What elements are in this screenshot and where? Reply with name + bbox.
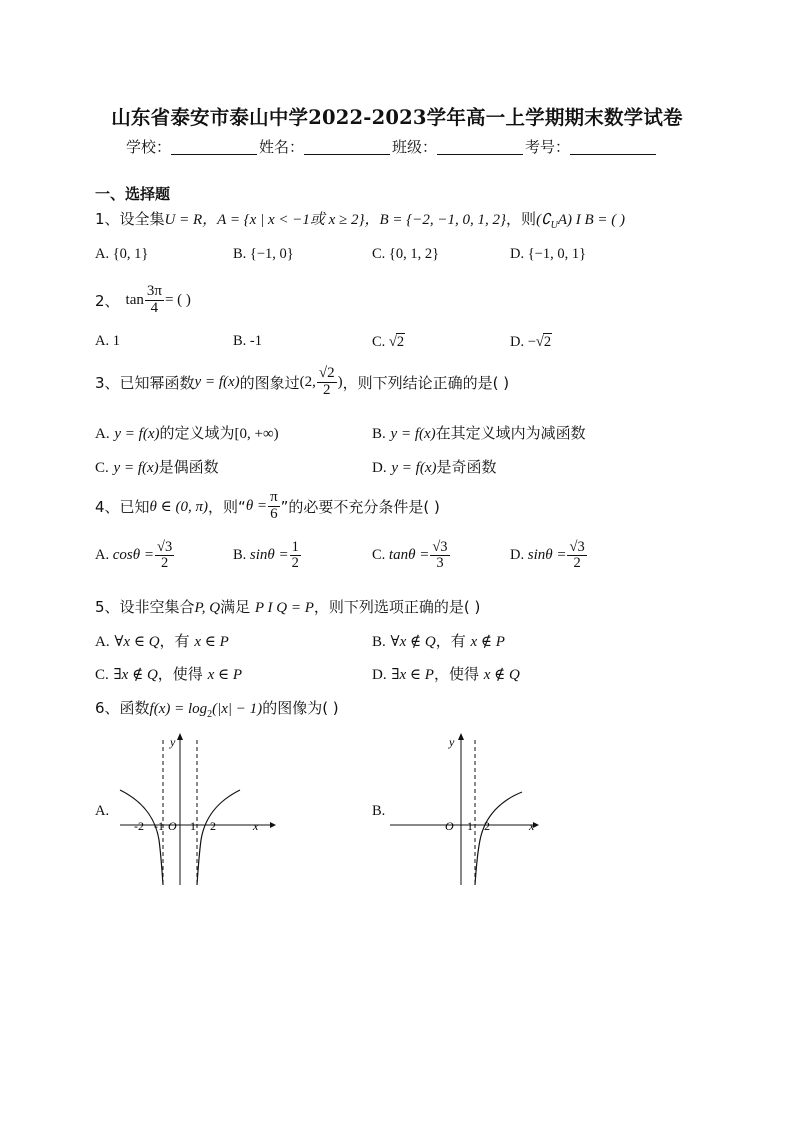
x-axis-arrow bbox=[270, 822, 276, 828]
q4-option-b-num: 1 bbox=[291, 539, 299, 555]
origin-label: O bbox=[445, 819, 454, 833]
q4-mid: ，则“ bbox=[208, 497, 246, 516]
q5-option-c[interactable] bbox=[95, 663, 242, 684]
q4-option-a-fn: cosθ = bbox=[112, 547, 154, 564]
q4-option-c[interactable] bbox=[372, 540, 451, 571]
tick-label: 1 bbox=[190, 819, 196, 833]
school-label: 学校： bbox=[126, 138, 172, 156]
q6-graph-b[interactable] bbox=[385, 730, 555, 890]
q2-tail: = ( ) bbox=[164, 291, 191, 308]
q5-option-c-m1: ∃x ∉ Q bbox=[113, 667, 158, 683]
question-4 bbox=[95, 490, 440, 523]
q5-tail: ，则下列选项正确的是( ) bbox=[313, 598, 481, 616]
q6-fx: f(x) = log bbox=[149, 701, 208, 717]
q3-option-a[interactable] bbox=[95, 422, 279, 443]
q4-option-b-den: 2 bbox=[291, 555, 299, 572]
q4-option-d-fn: sinθ = bbox=[527, 547, 567, 564]
q4-cond: θ ∈ (0, π) bbox=[149, 498, 209, 515]
q3-option-b-text: 在其定义域内为减函数 bbox=[435, 424, 586, 442]
q6-option-a-label[interactable]: A. bbox=[95, 803, 110, 819]
q4-frac-num: π bbox=[270, 489, 278, 505]
q4-fraction bbox=[268, 490, 280, 523]
q3-option-a-math2: [0, +∞) bbox=[234, 426, 279, 442]
q1-option-b[interactable]: B. {−1, 0} bbox=[233, 246, 294, 262]
q5-option-d-text: ，使得 bbox=[433, 665, 479, 683]
x-axis-label: x bbox=[529, 819, 535, 833]
q1-number: 1、设全集 bbox=[95, 210, 165, 228]
q5-pq: P, Q bbox=[194, 600, 221, 616]
q5-pre: 5、设非空集合 bbox=[95, 598, 195, 616]
q1-option-c[interactable]: C. {0, 1, 2} bbox=[372, 246, 440, 262]
q2-option-c-label: C. bbox=[372, 334, 389, 350]
tick-label: 1 bbox=[467, 819, 473, 833]
number-field[interactable] bbox=[570, 140, 656, 155]
q5-option-d[interactable] bbox=[372, 663, 520, 684]
class-field[interactable] bbox=[437, 140, 523, 155]
q4-option-c-den: 3 bbox=[436, 555, 444, 572]
q5-option-d-m2: x ∉ Q bbox=[483, 667, 520, 683]
q3-point-fraction bbox=[317, 366, 337, 399]
origin-label: O bbox=[168, 819, 177, 833]
q1-option-a[interactable]: A. {0, 1} bbox=[95, 246, 149, 262]
q2-number: 2、 bbox=[95, 291, 120, 310]
q3-pre: 3、已知幂函数 bbox=[95, 373, 195, 392]
name-field[interactable] bbox=[304, 140, 390, 155]
q5-option-b-m2: x ∉ P bbox=[470, 634, 505, 650]
q3-option-d-math: y = f(x) bbox=[391, 460, 437, 476]
q3-option-d-label: D. bbox=[372, 460, 387, 476]
q2-frac-num: 3π bbox=[146, 283, 162, 299]
q5-option-a-label: A. bbox=[95, 634, 110, 650]
tick-label: -1 bbox=[154, 819, 164, 833]
q4-option-d-den: 2 bbox=[573, 555, 581, 572]
q5-option-b-text: ，有 bbox=[435, 632, 466, 650]
q4-theta: θ = bbox=[245, 497, 268, 514]
q1-expr: (∁ bbox=[536, 212, 551, 228]
tick-label: 2 bbox=[484, 819, 490, 833]
q2-frac-den: 4 bbox=[150, 299, 159, 316]
name-label: 姓名： bbox=[259, 138, 305, 156]
question-2 bbox=[95, 284, 191, 317]
student-info-line bbox=[126, 136, 658, 157]
y-axis-label: y bbox=[449, 735, 455, 749]
q4-option-b[interactable] bbox=[233, 540, 302, 571]
q2-option-c[interactable]: C. √2 bbox=[372, 334, 405, 350]
q2-option-d-label: D. − bbox=[510, 334, 536, 350]
q4-option-d-num: √3 bbox=[569, 539, 585, 555]
q4-option-c-label: C. bbox=[372, 547, 386, 564]
q4-option-a-frac bbox=[155, 540, 174, 571]
q3-point-post: ) bbox=[337, 373, 343, 390]
q4-option-a-num: √3 bbox=[156, 539, 173, 555]
y-axis-arrow bbox=[177, 733, 183, 740]
q1-sub: U bbox=[550, 220, 558, 231]
school-field[interactable] bbox=[171, 140, 257, 155]
q6-arg: (|x| − 1) bbox=[212, 701, 263, 717]
q5-option-d-label: D. bbox=[372, 667, 387, 683]
q3-option-c-math: y = f(x) bbox=[113, 460, 159, 476]
page-title: 山东省泰安市泰山中学2022-2023学年高一上学期期末数学试卷 bbox=[111, 106, 683, 129]
q2-option-a[interactable]: A. 1 bbox=[95, 333, 120, 349]
question-1 bbox=[95, 208, 625, 231]
q4-option-d-label: D. bbox=[510, 547, 525, 564]
q5-option-b-m1: ∀x ∉ Q bbox=[390, 634, 436, 650]
q3-fx: y = f(x) bbox=[194, 373, 240, 390]
q3-option-d-text: 是奇函数 bbox=[436, 458, 497, 476]
q3-option-b-label: B. bbox=[372, 426, 386, 442]
q4-option-c-frac bbox=[430, 540, 449, 571]
q1-option-d[interactable]: D. {−1, 0, 1} bbox=[510, 246, 587, 262]
q3-point-pre: (2, bbox=[299, 373, 316, 390]
q4-option-c-num: √3 bbox=[432, 539, 448, 555]
q4-option-a[interactable] bbox=[95, 540, 175, 571]
section-heading: 一、选择题 bbox=[95, 185, 171, 203]
q2-tan: tan bbox=[125, 291, 144, 308]
q3-pt-den: 2 bbox=[323, 381, 331, 398]
q5-option-a-m2: x ∈ P bbox=[194, 634, 229, 650]
x-axis-label: x bbox=[253, 819, 259, 833]
q6-pre: 6、函数 bbox=[95, 699, 150, 717]
q5-option-d-m1: ∃x ∈ P bbox=[391, 667, 434, 683]
q1-set-a: ，A = {x | x < −1或 x ≥ 2} bbox=[202, 212, 365, 228]
curve-left bbox=[120, 790, 163, 885]
q5-option-c-m2: x ∈ P bbox=[207, 667, 243, 683]
q2-option-d[interactable]: D. −√2 bbox=[510, 334, 552, 350]
q5-option-b-label: B. bbox=[372, 634, 386, 650]
curve bbox=[475, 792, 522, 885]
q4-frac-den: 6 bbox=[270, 505, 278, 522]
q5-option-c-text: ，使得 bbox=[157, 665, 203, 683]
q5-option-a[interactable] bbox=[95, 630, 229, 651]
q5-option-a-m1: ∀x ∈ Q bbox=[114, 634, 160, 650]
q2-option-d-radicand: 2 bbox=[543, 334, 552, 350]
y-axis-arrow bbox=[458, 733, 464, 740]
question-6 bbox=[95, 697, 339, 720]
q5-option-b[interactable] bbox=[372, 630, 505, 651]
q1-then: ，则 bbox=[506, 210, 537, 228]
q5-cond: P I Q = P bbox=[254, 600, 314, 616]
tick-label: 2 bbox=[210, 819, 216, 833]
number-label: 考号： bbox=[525, 138, 571, 156]
q3-tail: ，则下列结论正确的是( ) bbox=[342, 373, 510, 392]
q3-option-c-label: C. bbox=[95, 460, 109, 476]
q1-set-b: ，B = {−2, −1, 0, 1, 2} bbox=[364, 212, 507, 228]
q6-base: 2 bbox=[207, 709, 213, 720]
q4-tail: ”的必要不充分条件是( ) bbox=[280, 497, 440, 516]
q2-fraction bbox=[145, 284, 164, 317]
q4-option-a-den: 2 bbox=[160, 555, 169, 572]
q4-option-d-frac bbox=[567, 540, 586, 571]
q5-option-a-text: ，有 bbox=[159, 632, 190, 650]
q4-option-b-frac bbox=[290, 540, 301, 571]
q1-universal-set: U = R bbox=[164, 212, 203, 228]
q2-option-c-radicand: 2 bbox=[396, 334, 405, 350]
q4-option-b-label: B. bbox=[233, 547, 247, 564]
q3-option-c-text: 是偶函数 bbox=[158, 458, 219, 476]
question-5 bbox=[95, 596, 480, 617]
q4-option-d[interactable] bbox=[510, 540, 588, 571]
q3-option-b-math: y = f(x) bbox=[390, 426, 436, 442]
q3-option-c[interactable] bbox=[95, 456, 219, 477]
q4-option-a-label: A. bbox=[95, 547, 110, 564]
curve-right bbox=[197, 790, 240, 885]
q4-option-c-fn: tanθ = bbox=[388, 547, 430, 564]
q5-mid: 满足 bbox=[220, 598, 251, 616]
q3-option-a-label: A. bbox=[95, 426, 110, 442]
y-axis-label: y bbox=[170, 735, 176, 749]
class-label: 班级： bbox=[392, 138, 438, 156]
q3-pt-num: √2 bbox=[318, 365, 335, 381]
q5-option-c-label: C. bbox=[95, 667, 109, 683]
q3-mid: 的图象过 bbox=[239, 373, 300, 392]
q3-option-a-math: y = f(x) bbox=[114, 426, 160, 442]
q6-tail: 的图像为( ) bbox=[262, 699, 339, 717]
q6-graph-a[interactable] bbox=[110, 730, 280, 890]
question-3 bbox=[95, 366, 509, 399]
q3-option-b[interactable] bbox=[372, 422, 586, 443]
q3-option-d[interactable] bbox=[372, 456, 497, 477]
tick-label: -2 bbox=[134, 819, 144, 833]
q2-option-b[interactable]: B. -1 bbox=[233, 333, 262, 349]
q6-option-b-label[interactable]: B. bbox=[372, 803, 386, 819]
q3-option-a-text: 的定义域为 bbox=[159, 424, 235, 442]
q1-expr2: A) I B = ( ) bbox=[557, 212, 626, 228]
q4-pre: 4、已知 bbox=[95, 497, 150, 516]
q4-option-b-fn: sinθ = bbox=[249, 547, 289, 564]
